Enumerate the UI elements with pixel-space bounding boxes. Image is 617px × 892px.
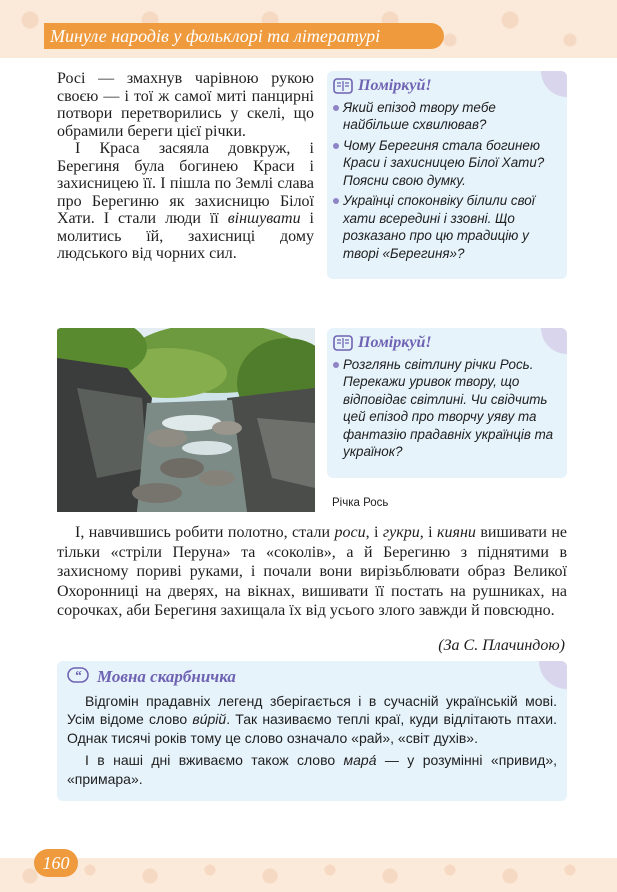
think-box-title: Поміркуй! [358,334,432,351]
question-text: Який епізод твору тебе найбільше схвилював? [343,99,496,132]
river-photo [57,328,315,512]
bottom-decorative-band [0,858,617,892]
think-box-2 [327,328,567,478]
text-span: і молитись їй, захисниці дому людського від чорних сил. [57,210,314,262]
think-box-title: Поміркуй! [358,77,432,94]
vocabulary-paragraph [67,751,557,788]
bullet-icon [333,105,339,111]
think-box-heading [333,77,559,95]
vocabulary-paragraph [67,692,557,748]
photo-caption: Річка Рось [332,497,389,509]
question-text: Чому Берегиня стала богинею Краси і захисницею Білої Хати? Поясни свою думку. [343,137,545,188]
source-attribution: (За С. Плачиндою) [438,637,565,654]
page-number: 160 [34,849,78,877]
text-span: І Краса засяяла довкруж, і Берегиня була богинею Краси і захисницею її. І пішла по Землі слава про Берегиню як захисницю Білої Хати. І стали люди її [57,140,314,227]
bullet-icon [333,198,339,204]
question-list [333,356,559,461]
vocabulary-heading [67,667,557,688]
list-item [333,356,559,461]
story-text-top [57,70,314,263]
paragraph [57,523,567,621]
bullet-icon [333,143,339,149]
story-text-bottom [57,523,567,621]
list-item [333,99,559,134]
question-text: Розглянь світлину річки Рось. Перекажи уривок твору, що відповідає світлині. Чи свідчить цей епізод про творчу уяву та фантазію прадавніх українців та українок? [343,356,554,459]
emphasized-word: кияни [437,524,476,541]
vocabulary-title: Мовна скарбничка [97,667,236,686]
chapter-title-banner: Минуле народів у фольклорі та літературі [44,23,444,49]
open-book-icon [333,335,353,351]
list-item [333,137,559,190]
emphasized-word: віншувати [227,210,301,227]
think-box-1 [327,71,567,279]
text-span: вишивати не тільки «стріли Перуна» та «соколів», а й Берегиню з піднятими в захисному пориві руками, і почали вони вирізьблювати образ Великої Охоронниці на дверях, на вікнах, вишивати її постать на рушниках, на сорочках, аби Берегиня захищала їх від усього злого завжди й повсюдно. [57,524,567,619]
text-span: І в наші дні вживаємо також слово [85,752,344,768]
emphasized-word: мара́ [343,752,377,768]
text-span: , і [365,524,383,541]
vocabulary-box [57,661,567,801]
bullet-icon [333,362,339,368]
emphasized-word: гукри [382,524,420,541]
emphasized-word: ви́рій [192,711,227,727]
text-span: — у розумінні «привид», «примара». [67,752,557,787]
think-box-heading [333,334,559,352]
open-book-icon [333,78,353,94]
text-span: Відгомін прадавніх легенд зберігається і в сучасній українській мові. Усім відоме слово [67,692,557,727]
paragraph: Росі — змахнув чарівною рукою своєю — і тої ж самої миті панцирні потвори перетворились у скелі, що обрамили береги цієї річки. [57,70,314,140]
paragraph [57,140,314,263]
question-text: Українці споконвіку білили свої хати всередині і ззовні. Що розказано про цю традицію у творі «Берегиня»? [343,193,535,261]
text-span: . Так називаємо теплі краї, куди відлітають птахи. Однак тисячі років тому це слово означало «рай», «світ духів». [67,711,557,746]
text-span: І, навчившись робити полотно, стали [75,524,335,541]
text-span: , і [419,524,438,541]
emphasized-word: роси [334,524,366,541]
question-list [333,99,559,263]
quote-icon [67,667,89,688]
svg-text:“: “ [74,669,82,683]
list-item [333,192,559,262]
